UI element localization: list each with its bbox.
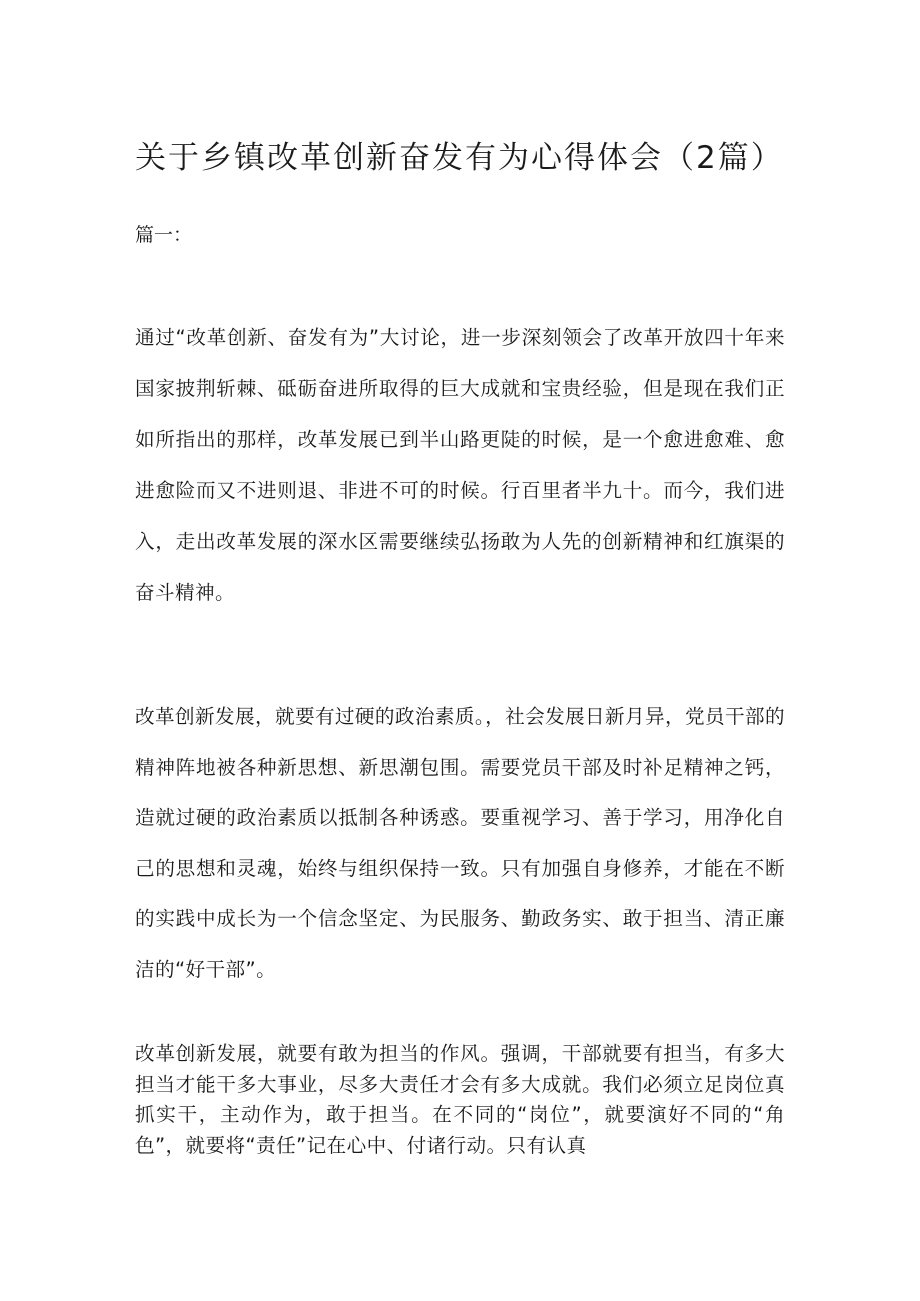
document-title: 关于乡镇改革创新奋发有为心得体会（2篇）	[135, 140, 784, 176]
paragraph-1: 通过“改革创新、奋发有为”大讨论，进一步深刻领会了改革开放四十年来国家披荆斩棘、砥砺奋进所取得的巨大成就和宝贵经验，但是现在我们正如所指出的那样，改革发展已到半山路更陡的时候，是一个愈进愈难、愈进愈险而又不进则退、非进不可的时候。行百里者半九十。而今，我们进入，走出改革发展的深水区需要继续弘扬敢为人先的创新精神和红旗渠的奋斗精神。	[135, 326, 785, 604]
paragraph-3: 改革创新发展，就要有敢为担当的作风。强调，干部就要有担当，有多大担当才能干多大事业，尽多大责任才会有多大成就。我们必须立足岗位真抓实干，主动作为，敢于担当。在不同的“岗位”，就要演好不同的“角色”，就要将“责任”记在心中、付诸行动。只有认真	[135, 1042, 785, 1157]
paragraph-2: 改革创新发展，就要有过硬的政治素质。，社会发展日新月异，党员干部的精神阵地被各种新思想、新思潮包围。需要党员干部及时补足精神之钙，造就过硬的政治素质以抵制各种诱惑。要重视学习、善于学习，用净化自己的思想和灵魂，始终与组织保持一致。只有加强自身修养，才能在不断的实践中成长为一个信念坚定、为民服务、勤政务实、敢于担当、清正廉洁的“好干部”。	[135, 705, 785, 981]
section-label: 篇一：	[135, 224, 193, 246]
